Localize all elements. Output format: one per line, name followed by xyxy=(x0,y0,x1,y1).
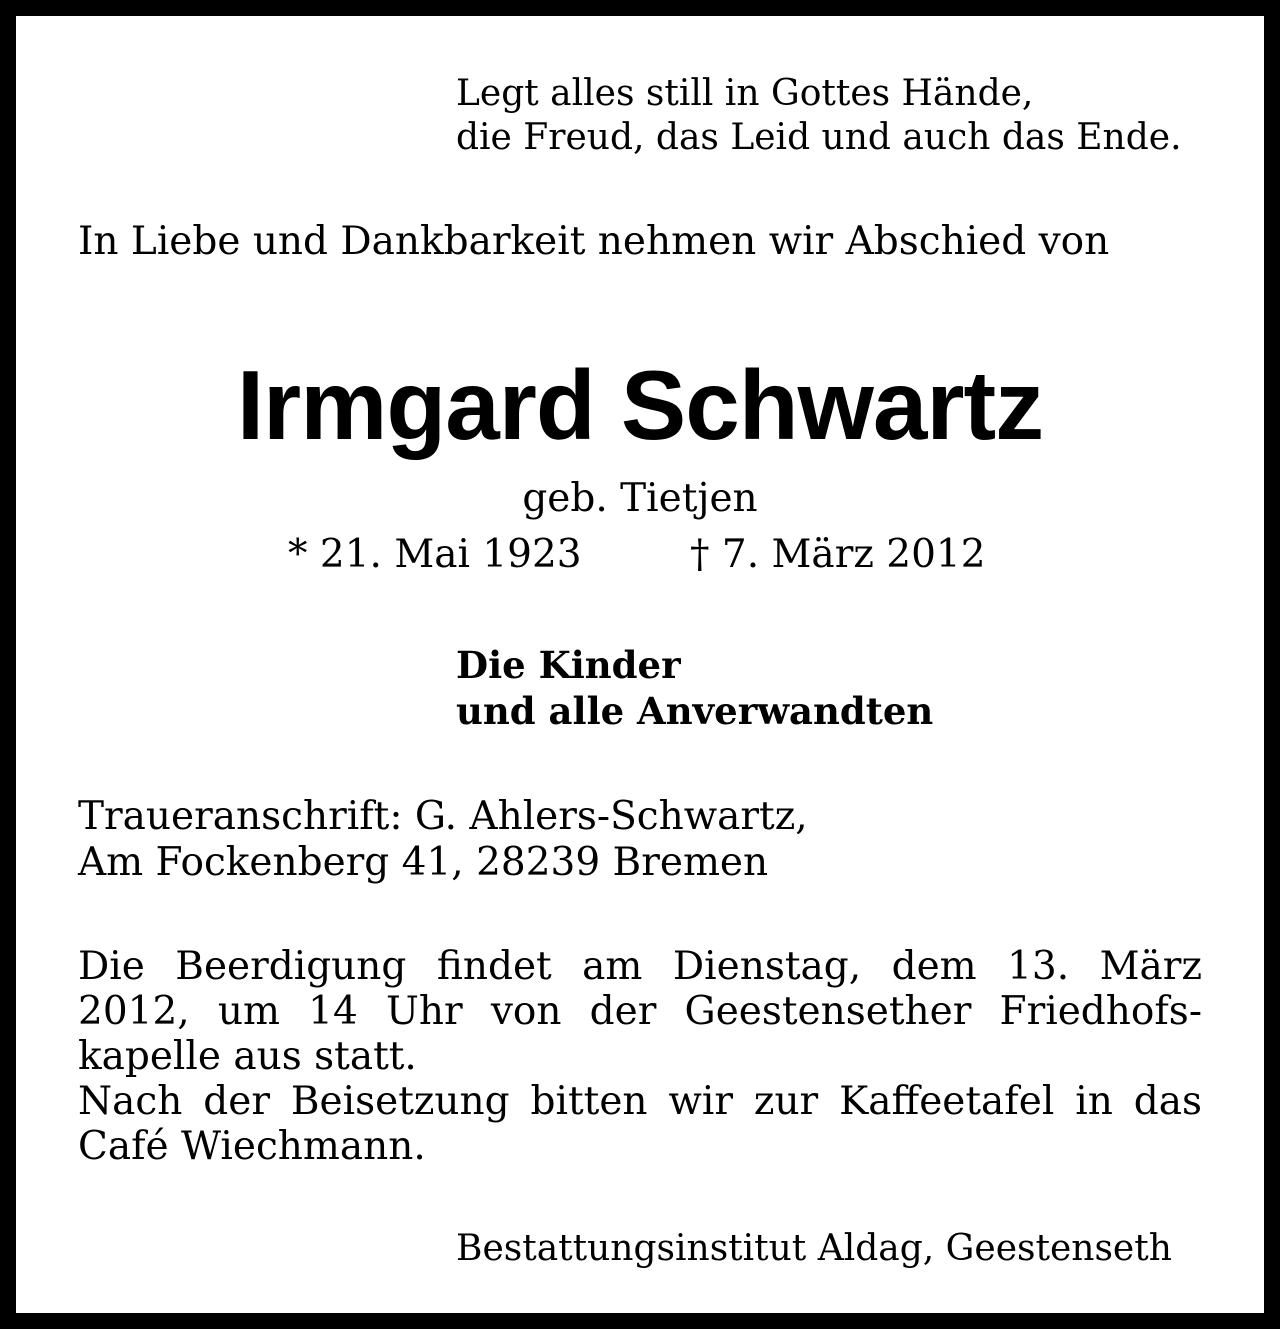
funeral-line-2: 2012, um 14 Uhr von der Geestensether Friedhofs- xyxy=(78,989,1202,1034)
verse-line-2: die Freud, das Leid und auch das Ende. xyxy=(456,117,1182,158)
mourning-address xyxy=(78,794,808,886)
address-line-1: Traueranschrift: G. Ahlers-Schwartz, xyxy=(78,794,808,839)
address-line-2: Am Fockenberg 41, 28239 Bremen xyxy=(78,840,769,885)
verse-quote xyxy=(456,72,1182,160)
deceased-name: Irmgard Schwartz xyxy=(236,350,1044,460)
funeral-line-5: Café Wiechmann. xyxy=(78,1124,426,1169)
mourners-line-1: Die Kinder xyxy=(456,643,681,687)
birth-date: * 21. Mai 1923 xyxy=(288,532,582,577)
mourners xyxy=(456,642,933,734)
funeral-line-1: Die Beerdigung findet am Dienstag, dem 13. März xyxy=(78,944,1202,989)
funeral-line-4: Nach der Beisetzung bitten wir zur Kaffeetafel in das xyxy=(78,1079,1202,1124)
funeral-details xyxy=(78,944,1202,1169)
undertaker-credit: Bestattungsinstitut Aldag, Geestenseth xyxy=(456,1228,1172,1269)
death-date: † 7. März 2012 xyxy=(690,532,986,577)
funeral-line-3: kapelle aus statt. xyxy=(78,1034,417,1079)
verse-line-1: Legt alles still in Gottes Hände, xyxy=(456,73,1034,114)
maiden-name: geb. Tietjen xyxy=(522,476,758,521)
mourners-line-2: und alle Anverwandten xyxy=(456,689,934,733)
intro-text: In Liebe und Dankbarkeit nehmen wir Abschied von xyxy=(78,219,1110,264)
